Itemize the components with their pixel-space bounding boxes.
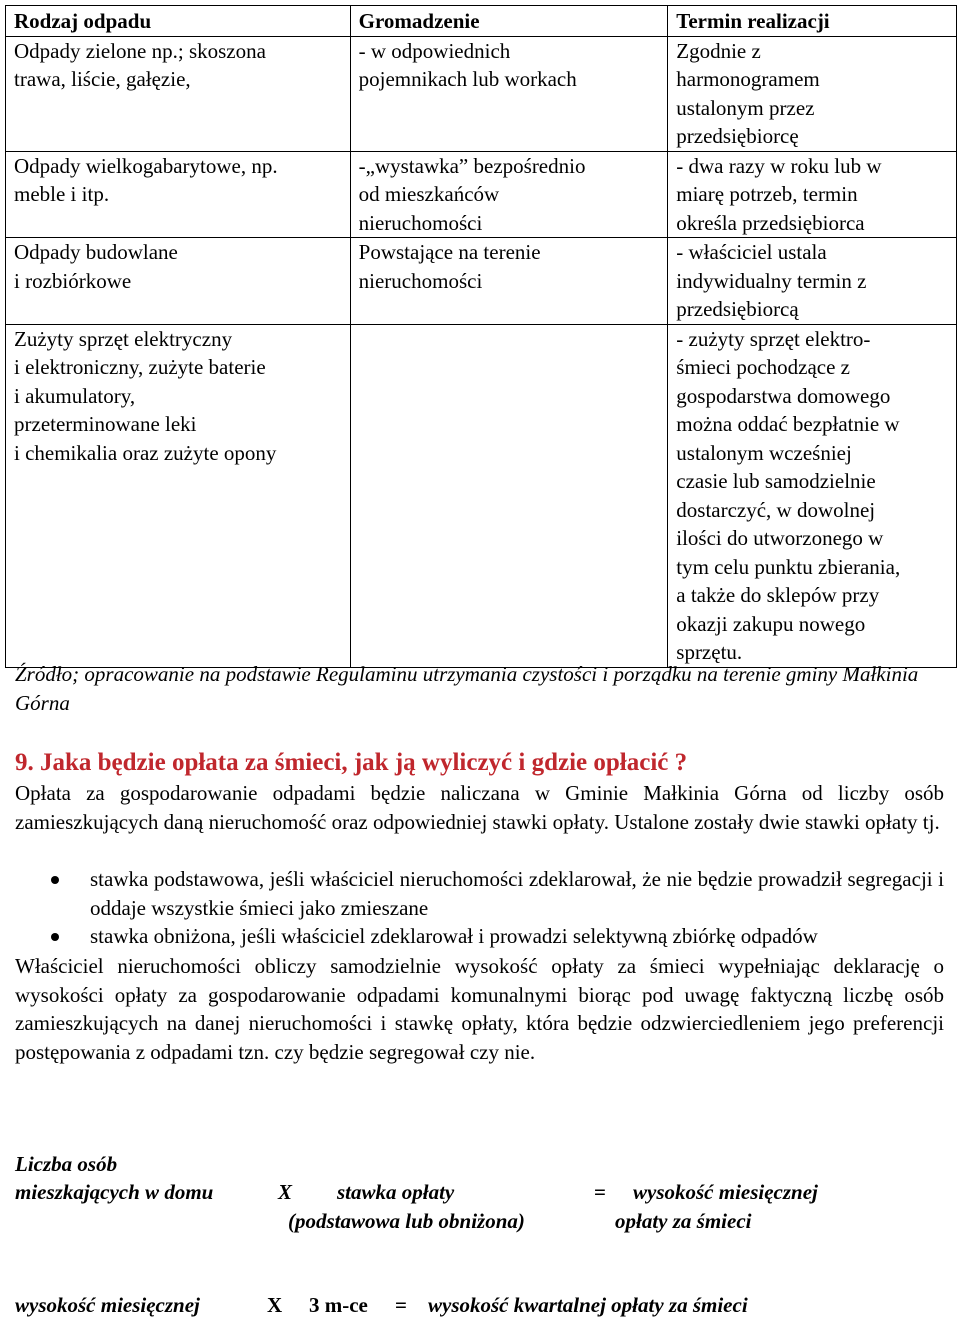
cell-schedule: - zużyty sprzęt elektro- śmieci pochodzące z gospodarstwa domowego można oddać bezpłatnie w ustalonym wcześniej czasie lub samodzielnie dostarczyć, w dowolnej ilości do utworzonego w tym celu punktu zbierania, a także do sklepów przy okazji zakupu nowego sprzętu.	[668, 324, 957, 667]
table-row	[6, 238, 957, 325]
cell-schedule: - właściciel ustala indywidualny termin z przedsiębiorcą	[668, 238, 957, 325]
body-paragraph: Właściciel nieruchomości obliczy samodzielnie wysokość opłaty za śmieci wypełniając deklarację o wysokości opłaty za gospodarowanie odpadami komunalnymi biorąc pod uwagę faktyczną liczbę osób zamieszkujących na danej nieruchomości i stawkę opłaty, która będzie odzwierciedleniem jego preferencji postępowania z odpadami tzn. czy będzie segregował czy nie.	[15, 954, 944, 1064]
list-item-text: stawka podstawowa, jeśli właściciel nieruchomości zdeklarował, że nie będzie prowadził segregacji i oddaje wszystkie śmieci jako zmieszane	[90, 867, 944, 920]
table-row	[6, 36, 957, 151]
cell-collection: Powstające na terenie nieruchomości	[350, 238, 668, 325]
formula-times-sign: X	[278, 1180, 293, 1204]
formula-rate: stawka opłaty	[337, 1180, 455, 1204]
section-heading: 9. Jaka będzie opłata za śmieci, jak ją wyliczyć i gdzie opłacić ?	[15, 749, 688, 776]
header-schedule: Termin realizacji	[668, 6, 957, 37]
cell-schedule: Zgodnie z harmonogramem ustalonym przez przedsiębiorcę	[668, 36, 957, 151]
cell-waste-type: Odpady zielone np.; skoszona trawa, liście, gałęzie,	[6, 36, 351, 151]
formula-persons-line1: Liczba osób	[15, 1152, 118, 1176]
cell-collection	[350, 324, 668, 667]
table-row	[6, 324, 957, 667]
formula2-result: wysokość kwartalnej opłaty za śmieci	[428, 1293, 748, 1317]
bullet-dot-icon	[51, 876, 59, 884]
intro-paragraph: Opłata za gospodarowanie odpadami będzie naliczana w Gminie Małkinia Górna od liczby osób zamieszkujących daną nieruchomość oraz odpowiedniej stawki opłaty. Ustalone zostały dwie stawki opłaty tj.	[15, 781, 944, 834]
cell-collection: - w odpowiednich pojemnikach lub workach	[350, 36, 668, 151]
table-header-row	[6, 6, 957, 37]
bullet-dot-icon	[51, 933, 59, 941]
list-item	[15, 865, 944, 922]
list-item	[15, 922, 944, 951]
cell-schedule: - dwa razy w roku lub w miarę potrzeb, termin określa przedsiębiorca	[668, 151, 957, 238]
cell-waste-type: Odpady budowlane i rozbiórkowe	[6, 238, 351, 325]
header-waste-type: Rodzaj odpadu	[6, 6, 351, 37]
formula2-months: 3 m-ce	[309, 1293, 368, 1317]
rate-list	[15, 865, 944, 951]
table-row	[6, 151, 957, 238]
formula-rate-note: (podstawowa lub obniżona)	[288, 1209, 525, 1233]
cell-waste-type: Odpady wielkogabarytowe, np. meble i itp.	[6, 151, 351, 238]
header-collection: Gromadzenie	[350, 6, 668, 37]
formula-result-line1: wysokość miesięcznej	[633, 1180, 818, 1204]
formula2-times-sign: X	[267, 1293, 283, 1317]
formula-persons-line2: mieszkających w domu	[15, 1180, 214, 1204]
formula2-left: wysokość miesięcznej	[15, 1293, 200, 1317]
source-note: Źródło; opracowanie na podstawie Regulaminu utrzymania czystości i porządku na terenie gminy Małkinia Górna	[15, 662, 919, 715]
cell-collection: -„wystawka” bezpośrednio od mieszkańców nieruchomości	[350, 151, 668, 238]
formula-equals-sign: =	[594, 1180, 606, 1204]
waste-collection-table	[5, 5, 957, 668]
formula2-equals-sign: =	[395, 1293, 407, 1317]
cell-waste-type: Zużyty sprzęt elektryczny i elektroniczny, zużyte baterie i akumulatory, przeterminowane leki i chemikalia oraz zużyte opony	[6, 324, 351, 667]
list-item-text: stawka obniżona, jeśli właściciel zdeklarował i prowadzi selektywną zbiórkę odpadów	[90, 924, 818, 948]
formula-result-line2: opłaty za śmieci	[615, 1209, 752, 1233]
